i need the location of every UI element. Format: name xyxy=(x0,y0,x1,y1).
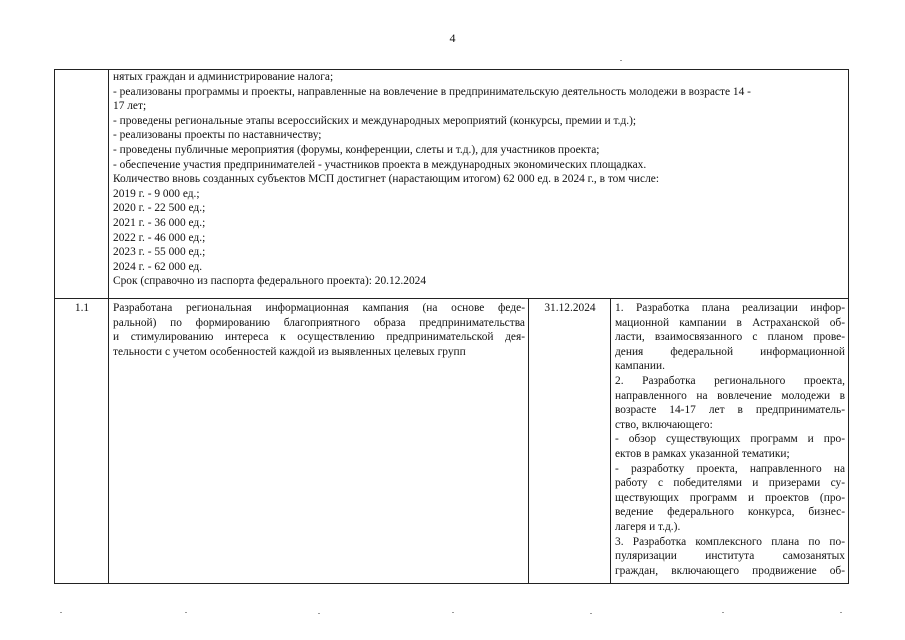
result-line: ществующих программ и проектов (про- xyxy=(615,491,846,504)
result-line: кампании. xyxy=(615,360,665,373)
intro-line: нятых граждан и администрирование налога; xyxy=(113,71,334,83)
result-line: ектов в рамках указанной тематики; xyxy=(615,447,790,460)
description-cell xyxy=(109,299,529,584)
result-line: направленного на вовлечение молодежи в xyxy=(615,389,846,402)
number-cell-empty xyxy=(55,70,109,299)
intro-line: - реализованы проекты по наставничеству; xyxy=(113,129,322,142)
result-line: граждан, включающего продвижение об- xyxy=(615,564,846,577)
description-line: ральной) по формированию благоприятного образа предпринимательства xyxy=(113,316,525,329)
result-line: - обзор существующих программ и про- xyxy=(615,433,846,446)
scan-speck xyxy=(452,612,454,613)
result-line: возрасте 14-17 лет в предприниматель- xyxy=(615,404,846,417)
page-number: 4 xyxy=(449,31,456,45)
intro-line: Количество вновь созданных субъектов МСП достигнет (нарастающим итогом) 62 000 ед. в 2024 г., в том числе: xyxy=(113,173,659,186)
intro-line: 2023 г. - 55 000 ед.; xyxy=(113,246,206,259)
result-cell xyxy=(611,299,849,584)
intro-line: - проведены публичные мероприятия (форумы, конференции, слеты и т.д.), для участников проекта; xyxy=(113,143,600,156)
result-line: дения федеральной информационной xyxy=(615,345,846,358)
table-row-intro xyxy=(55,70,849,299)
intro-line: - обеспечение участия предпринимателей - участников проекта в международных экономических площадках. xyxy=(113,158,647,171)
result-line: - разработку проекта, направленного на xyxy=(615,462,846,475)
result-line: ласти, взаимосвязанного с планом прове- xyxy=(615,331,846,344)
scan-speck xyxy=(60,612,62,613)
scan-speck xyxy=(722,612,724,613)
result-line: пуляризации института самозанятых xyxy=(615,550,846,563)
plan-table xyxy=(54,69,849,584)
description-line: и стимулированию интереса к осуществлению предпринимательской дея- xyxy=(113,331,525,344)
result-line: ведение федерального конкурса, бизнес- xyxy=(615,506,846,519)
intro-line: 2020 г. - 22 500 ед.; xyxy=(113,202,206,215)
intro-line: 2024 г. - 62 000 ед. xyxy=(113,260,203,273)
result-line: 2. Разработка регионального проекта, xyxy=(615,374,846,387)
result-line: лагеря и т.д.). xyxy=(615,520,681,533)
intro-line: - проведены региональные этапы всероссийских и международных мероприятий (конкурсы, премии и т.д.); xyxy=(113,114,637,127)
intro-line: - реализованы программы и проекты, направленные на вовлечение в предпринимательскую деятельность молодежи в возрасте 14 - xyxy=(113,85,751,98)
description-line: Разработана региональная информационная кампания (на основе феде- xyxy=(113,302,525,314)
intro-line: 17 лет; xyxy=(113,100,147,113)
scan-speck xyxy=(620,60,622,61)
scan-speck xyxy=(318,613,320,614)
description-line: тельности с учетом особенностей каждой из выявленных целевых групп xyxy=(113,345,466,358)
table-row-1-1 xyxy=(55,299,849,584)
result-line: работу с победителями и призерами су- xyxy=(615,477,846,490)
intro-text-cell xyxy=(109,70,849,299)
result-line: 1. Разработка плана реализации инфор- xyxy=(615,302,846,314)
intro-line: 2019 г. - 9 000 ед.; xyxy=(113,187,200,200)
scan-speck xyxy=(185,612,187,613)
intro-line: 2021 г. - 36 000 ед.; xyxy=(113,216,206,229)
intro-line: Срок (справочно из паспорта федерального проекта): 20.12.2024 xyxy=(113,275,427,288)
intro-line: 2022 г. - 46 000 ед.; xyxy=(113,231,206,244)
scan-speck xyxy=(590,613,592,614)
result-line: 3. Разработка комплексного плана по по- xyxy=(615,535,846,548)
row-number: 1.1 xyxy=(55,299,109,584)
deadline-date: 31.12.2024 xyxy=(529,299,611,584)
result-line: мационной кампании в Астраханской об- xyxy=(615,316,846,329)
result-line: ство, включающего: xyxy=(615,418,713,431)
scan-speck xyxy=(840,612,842,613)
